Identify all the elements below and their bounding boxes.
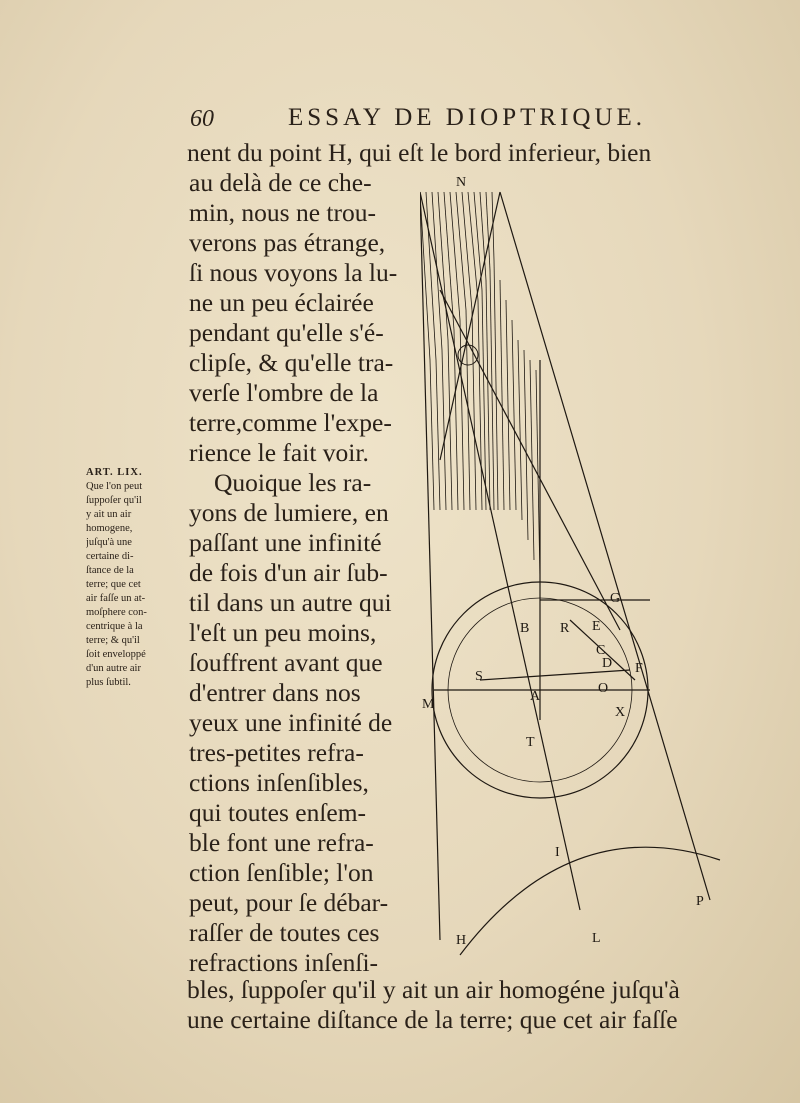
- margin-note-line: juſqu'à une: [86, 537, 132, 548]
- label-e: E: [592, 619, 601, 634]
- label-g: G: [610, 591, 621, 606]
- margin-note-line: certaine di-: [86, 551, 134, 562]
- text-line: raſſer de toutes ces: [189, 918, 380, 947]
- text-line: min, nous ne trou-: [189, 198, 376, 227]
- label-o: O: [598, 681, 609, 696]
- text-line: yeux une infinité de: [189, 708, 393, 737]
- label-s: S: [475, 669, 483, 684]
- text-line: ctions inſenſibles,: [189, 768, 369, 797]
- text-line: tres-petites refra-: [189, 738, 364, 767]
- text-line: de fois d'un air ſub-: [189, 558, 388, 587]
- text-line: verons pas étrange,: [189, 228, 386, 257]
- margin-note-line: terre; que cet: [86, 579, 141, 590]
- label-i: I: [555, 845, 560, 860]
- text-line: ſouffrent avant que: [189, 648, 383, 677]
- margin-note: [86, 466, 188, 690]
- diagram-svg: [420, 160, 730, 960]
- text-line: paſſant une infinité: [189, 528, 382, 557]
- text-line: ſi nous voyons la lu-: [189, 258, 398, 287]
- text-line: clipſe, & qu'elle tra-: [189, 348, 394, 377]
- text-line: terre,comme l'expe-: [189, 408, 392, 437]
- margin-note-line: ſtance de la: [86, 565, 134, 576]
- running-head: ESSAY DE DIOPTRIQUE.: [288, 104, 647, 131]
- text-line: rience le fait voir.: [189, 438, 369, 467]
- margin-note-line: plus ſubtil.: [86, 677, 131, 688]
- margin-note-line: centrique à la: [86, 621, 143, 632]
- text-line: yons de lumiere, en: [189, 498, 389, 527]
- margin-note-line: air faſſe un at-: [86, 593, 146, 604]
- line-left: [420, 192, 440, 940]
- margin-note-line: y ait un air: [86, 509, 132, 520]
- label-n: N: [456, 175, 467, 190]
- line-right-outer: [500, 192, 710, 900]
- optics-diagram: [420, 160, 730, 960]
- margin-note-line: ſuppoſer qu'il: [86, 495, 142, 506]
- text-line: pendant qu'elle s'é-: [189, 318, 384, 347]
- label-t: T: [526, 735, 535, 750]
- margin-note-line: terre; & qu'il: [86, 635, 140, 646]
- margin-note-line: moſphere con-: [86, 607, 147, 618]
- label-r: R: [560, 621, 570, 636]
- text-line: verſe l'ombre de la: [189, 378, 379, 407]
- margin-note-line: d'un autre air: [86, 663, 141, 674]
- label-a: A: [530, 689, 541, 704]
- label-b: B: [520, 621, 530, 636]
- label-x: X: [615, 705, 626, 720]
- text-line: d'entrer dans nos: [189, 678, 361, 707]
- label-m: M: [422, 697, 435, 712]
- text-line: Quoique les ra-: [214, 468, 372, 497]
- text-line: au delà de ce che-: [189, 168, 372, 197]
- text-line: nent du point H, qui eſt le bord inferieur, bien: [187, 138, 652, 167]
- text-line: ction ſenſible; l'on: [189, 858, 374, 887]
- text-line: ne un peu éclairée: [189, 288, 374, 317]
- ray-line: [480, 670, 630, 680]
- page-number: 60: [190, 106, 214, 132]
- text-line: l'eſt un peu moins,: [189, 618, 377, 647]
- page-header: [190, 104, 660, 136]
- label-l: L: [592, 931, 601, 946]
- text-line: une certaine diſtance de la terre; que cet air faſſe: [187, 1005, 678, 1034]
- label-d: D: [602, 656, 613, 671]
- text-line: til dans un autre qui: [189, 588, 392, 617]
- text-line: ble font une refra-: [189, 828, 374, 857]
- line-cross-2: [440, 290, 620, 630]
- margin-note-line: homogene,: [86, 523, 133, 534]
- text-line: bles, ſuppoſer qu'il y ait un air homogéne juſqu'à: [187, 975, 680, 1004]
- label-f: F: [635, 661, 643, 676]
- label-p: P: [696, 894, 704, 909]
- label-h: H: [456, 933, 467, 948]
- light-beam-hatching: [420, 192, 540, 580]
- margin-note-line: ſoit enveloppé: [86, 649, 146, 660]
- text-line: qui toutes enſem-: [189, 798, 367, 827]
- margin-note-line: Que l'on peut: [86, 481, 143, 492]
- label-c: C: [596, 643, 606, 658]
- article-number: ART. LIX.: [86, 467, 143, 478]
- lower-arc: [460, 847, 720, 955]
- text-line: refractions inſenſi-: [189, 948, 379, 977]
- text-line: peut, pour ſe débar-: [189, 888, 389, 917]
